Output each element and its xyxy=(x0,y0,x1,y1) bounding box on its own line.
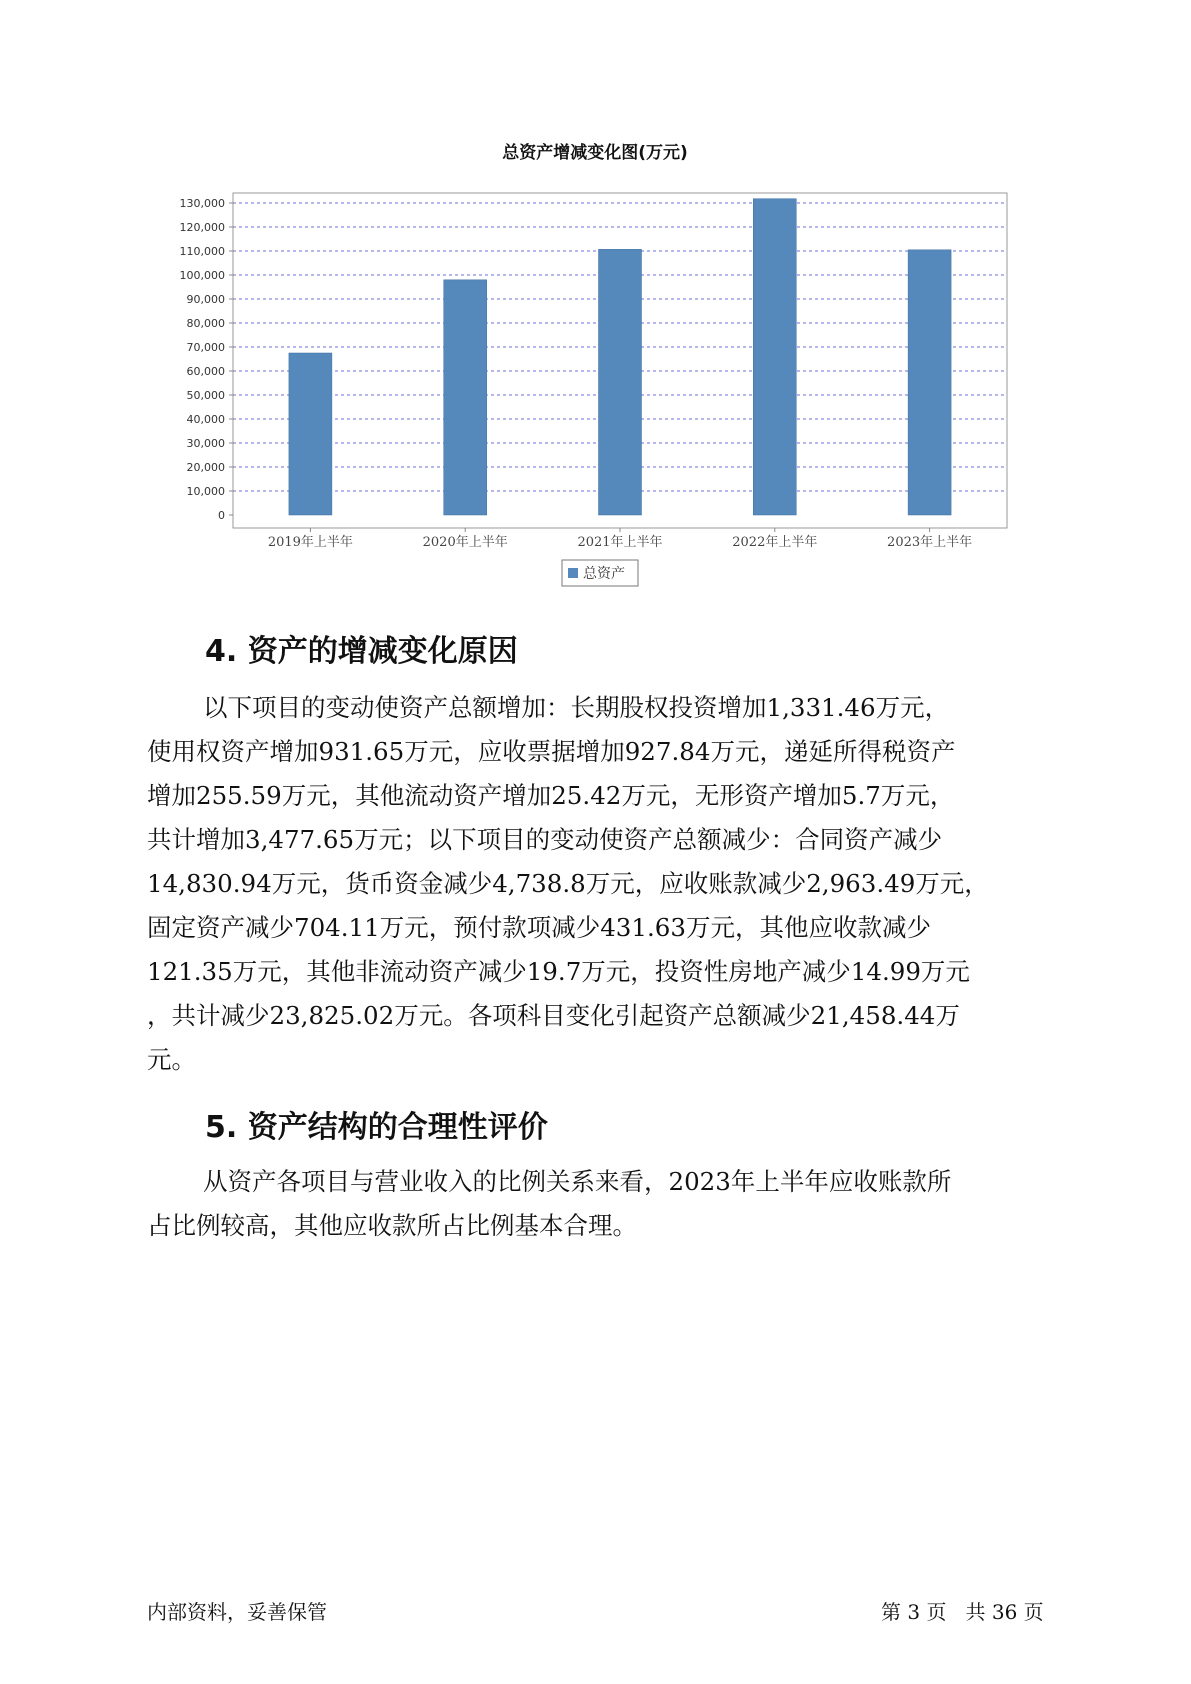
y-tick-label: 50,000 xyxy=(186,389,225,402)
y-tick-label: 80,000 xyxy=(186,317,225,330)
x-tick-label: 2022年上半年 xyxy=(732,535,818,550)
y-tick-label: 110,000 xyxy=(179,245,225,258)
paragraph-line: ，共计减少23,825.02万元。各项科目变化引起资产总额减少21,458.44万 xyxy=(147,1001,960,1030)
y-tick-label: 130,000 xyxy=(179,197,225,210)
y-tick-label: 70,000 xyxy=(186,341,225,354)
x-tick-label: 2019年上半年 xyxy=(267,535,353,550)
paragraph-line: 增加255.59万元，其他流动资产增加25.42万元，无形资产增加5.7万元， xyxy=(147,781,955,810)
paragraph-line: 共计增加3,477.65万元；以下项目的变动使资产总额减少：合同资产减少 xyxy=(147,825,943,854)
bar xyxy=(908,250,951,515)
section-5-heading: 5. 资产结构的合理性评价 xyxy=(205,1110,548,1145)
paragraph-line: 使用权资产增加931.65万元，应收票据增加927.84万元，递延所得税资产 xyxy=(147,737,956,766)
chart-title: 总资产增减变化图(万元) xyxy=(502,143,688,163)
footer-confidential-note: 内部资料，妥善保管 xyxy=(147,1600,327,1624)
bar xyxy=(599,249,642,515)
total-assets-chart xyxy=(0,0,1191,600)
paragraph-line: 占比例较高，其他应收款所占比例基本合理。 xyxy=(147,1211,637,1240)
x-tick-label: 2020年上半年 xyxy=(422,535,508,550)
section-4-heading: 4. 资产的增减变化原因 xyxy=(205,634,518,669)
section-4-paragraph xyxy=(147,686,1047,1082)
x-axis-ticks xyxy=(268,528,972,550)
bar xyxy=(289,353,332,515)
y-axis-ticks xyxy=(180,197,234,522)
bar xyxy=(753,199,796,515)
legend-label: 总资产 xyxy=(583,566,625,582)
paragraph-line: 固定资产减少704.11万元，预付款项减少431.63万元，其他应收款减少 xyxy=(147,913,931,942)
y-tick-label: 40,000 xyxy=(186,413,225,426)
y-tick-label: 100,000 xyxy=(179,269,225,282)
section-5-paragraph xyxy=(147,1160,1047,1248)
y-tick-label: 20,000 xyxy=(186,461,225,474)
bar xyxy=(444,280,487,515)
y-tick-label: 60,000 xyxy=(186,365,225,378)
paragraph-line: 14,830.94万元，货币资金减少4,738.8万元，应收账款减少2,963.49万元， xyxy=(147,869,989,898)
paragraph-line: 121.35万元，其他非流动资产减少19.7万元，投资性房地产减少14.99万元 xyxy=(147,957,970,986)
y-tick-label: 0 xyxy=(218,509,225,522)
x-tick-label: 2021年上半年 xyxy=(577,535,663,550)
y-tick-label: 30,000 xyxy=(186,437,225,450)
legend-swatch xyxy=(568,568,578,578)
y-tick-label: 90,000 xyxy=(186,293,225,306)
y-tick-label: 10,000 xyxy=(186,485,225,498)
legend xyxy=(562,560,638,586)
paragraph-line: 以下项目的变动使资产总额增加：长期股权投资增加1,331.46万元， xyxy=(203,693,950,722)
footer-page-number: 第 3 页 共 36 页 xyxy=(881,1600,1044,1624)
paragraph-line: 元。 xyxy=(147,1045,196,1074)
x-tick-label: 2023年上半年 xyxy=(887,535,973,550)
paragraph-line: 从资产各项目与营业收入的比例关系来看，2023年上半年应收账款所 xyxy=(203,1167,952,1196)
y-tick-label: 120,000 xyxy=(179,221,225,234)
